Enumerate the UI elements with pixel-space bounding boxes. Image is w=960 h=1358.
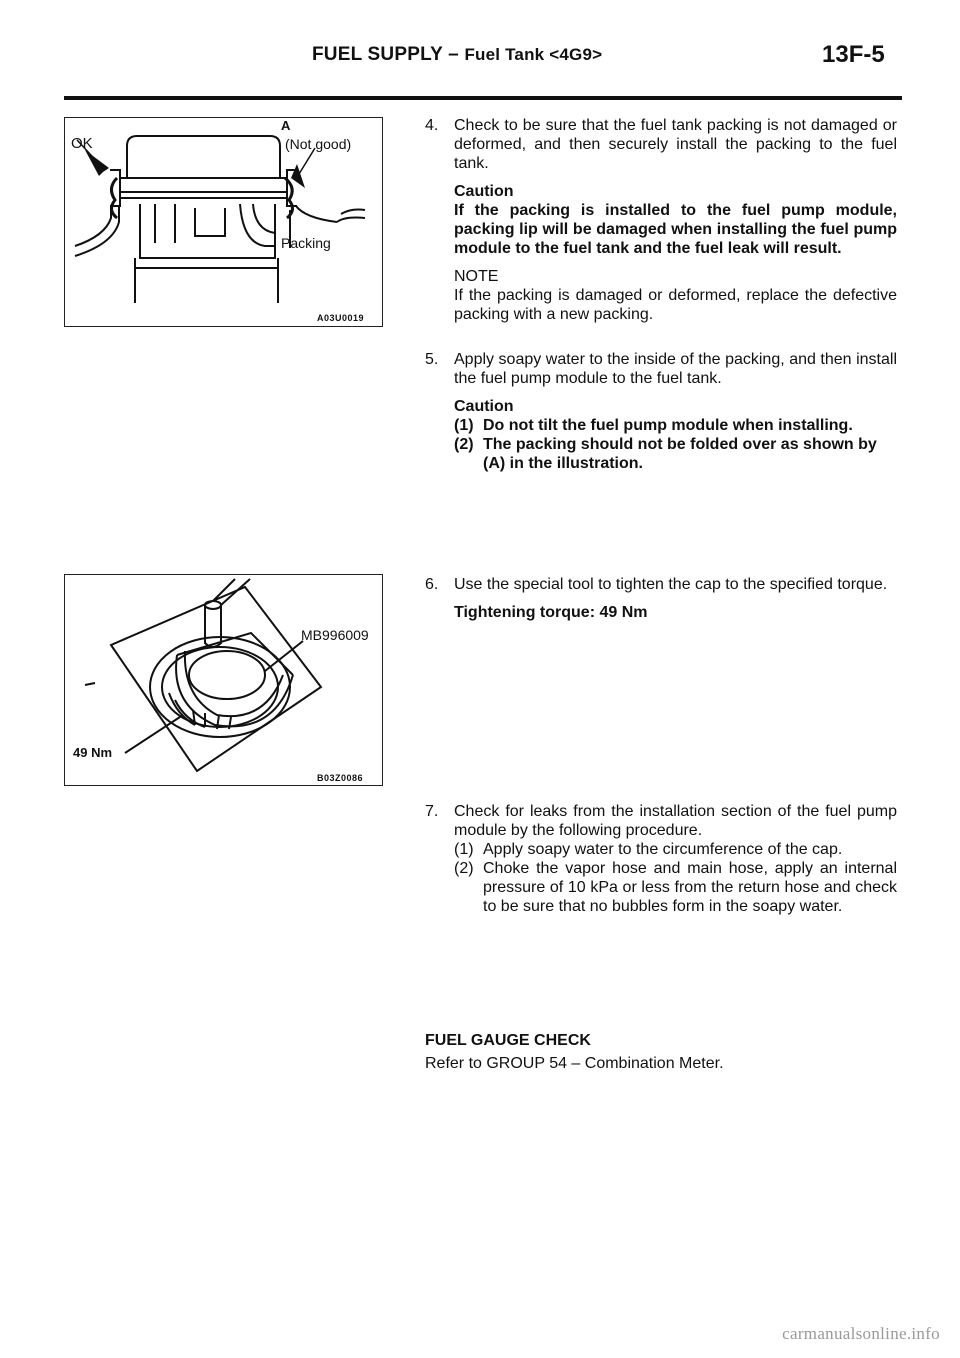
caution-item-text: Do not tilt the fuel pump module when installing.: [483, 417, 853, 434]
step-number: 4.: [425, 117, 439, 134]
figure-code: A03U0019: [317, 313, 365, 323]
caution-text: If the packing is installed to the fuel pump module, packing lip will be damaged when installing the fuel pump module to the fuel tank and the fuel leak will result.: [454, 202, 897, 257]
label-packing: Packing: [281, 235, 331, 251]
figure-packing: [64, 117, 383, 327]
section-heading: FUEL GAUGE CHECK: [425, 1032, 591, 1049]
label-not-good: (Not good): [285, 136, 352, 152]
step-text: Use the special tool to tighten the cap to the specified torque.: [454, 576, 888, 593]
caution-item-number: (1): [454, 417, 474, 434]
label-torque: 49 Nm: [73, 745, 113, 760]
step-text: Check for leaks from the installation section of the fuel pump module by the following procedure.: [454, 803, 897, 839]
page-number: 13F-5: [822, 41, 885, 68]
step-number: 5.: [425, 351, 439, 368]
cap-tightening-illustration: [65, 575, 381, 784]
label-ok: OK: [71, 135, 93, 152]
ok-arrow-icon: [85, 150, 109, 176]
step-4: [425, 116, 897, 324]
step-text: Check to be sure that the fuel tank packing is not damaged or deformed, and then securely install the packing to the fuel tank.: [454, 117, 897, 172]
section-subtitle: Fuel Tank <4G9>: [464, 45, 603, 64]
procedure-item-text: Apply soapy water to the circumference of the cap.: [483, 841, 843, 858]
procedure-item-number: (1): [454, 841, 474, 858]
section-text: Refer to GROUP 54 – Combination Meter.: [425, 1055, 724, 1072]
step-number: 6.: [425, 576, 439, 593]
procedure-item-number: (2): [454, 860, 474, 877]
procedure-item: [454, 859, 897, 916]
section-name: FUEL SUPPLY: [312, 44, 443, 65]
procedure-item-text: Choke the vapor hose and main hose, apply an internal pressure of 10 kPa or less from the return hose and check to be sure that no bubbles form in the soapy water.: [483, 860, 897, 915]
note-heading: NOTE: [454, 268, 499, 285]
caution-item-text: The packing should not be folded over as shown by (A) in the illustration.: [483, 436, 877, 472]
caution-item: [454, 435, 897, 473]
caution-heading: Caution: [454, 183, 514, 200]
fuel-gauge-section: [425, 1031, 897, 1073]
label-tool-number: MB996009: [301, 627, 369, 643]
label-a: A: [281, 118, 291, 133]
caution-item: [454, 416, 897, 435]
watermark: carmanualsonline.info: [782, 1324, 940, 1343]
step-7: [425, 802, 897, 916]
step-text: Apply soapy water to the inside of the packing, and then install the fuel pump module to the fuel tank.: [454, 351, 897, 387]
step-5: [425, 350, 897, 473]
procedure-item: [454, 840, 897, 859]
caution-heading: Caution: [454, 398, 514, 415]
figure-code: B03Z0086: [317, 773, 364, 783]
caution-item-number: (2): [454, 436, 474, 453]
header-rule: [64, 96, 902, 100]
page-title: [312, 44, 602, 66]
step-number: 7.: [425, 803, 439, 820]
tightening-torque: Tightening torque: 49 Nm: [454, 604, 648, 621]
title-dash: –: [448, 44, 459, 65]
figure-cap-tightening: [64, 574, 383, 786]
step-6: [425, 575, 897, 622]
note-text: If the packing is damaged or deformed, replace the defective packing with a new packing.: [454, 287, 897, 323]
